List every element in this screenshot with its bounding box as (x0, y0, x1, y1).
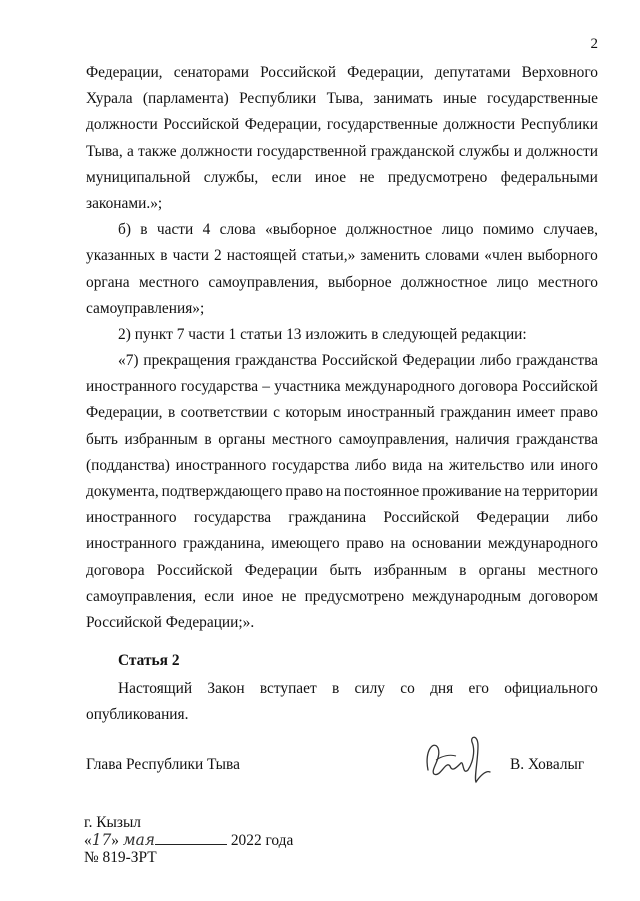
word: 2 (214, 247, 222, 265)
word: «7) (118, 352, 139, 370)
date-month-handwritten: мая (122, 831, 155, 849)
date-close-quote: » (111, 832, 119, 849)
word: Федерации, (244, 116, 322, 134)
word: право (285, 483, 323, 500)
word: на (390, 535, 406, 553)
date-day-handwritten: 17 (91, 831, 112, 849)
word: а (126, 142, 134, 160)
signing-date (84, 830, 293, 850)
date-open-quote: « (84, 832, 92, 849)
word: основании (411, 535, 482, 553)
word: законами.»; (86, 194, 163, 212)
word: статьи (240, 325, 283, 343)
word: иностранного (86, 378, 177, 396)
word: редакции: (461, 325, 527, 343)
word: со (400, 680, 415, 697)
word: договором (529, 587, 598, 605)
word: имеет (516, 404, 555, 422)
word: пункт (134, 325, 173, 343)
word: занимать (373, 90, 433, 108)
word: 7 (176, 325, 185, 343)
word: федеральными (500, 168, 598, 186)
word: местного (271, 430, 333, 448)
word: Российской (163, 116, 240, 134)
word: выборное (327, 273, 392, 291)
word: Российской (156, 561, 233, 579)
word: 4 (202, 221, 211, 239)
word: документа, (86, 483, 159, 500)
text-line (86, 112, 598, 138)
word: Российской (522, 378, 598, 396)
word: Федерации (402, 352, 476, 370)
word: Республики (520, 116, 598, 134)
word: в (167, 404, 176, 422)
word: должностное (345, 221, 433, 239)
word: в (371, 325, 379, 343)
word: гражданской (370, 142, 455, 160)
article-title: Статья 2 (118, 652, 180, 669)
text-line (86, 584, 598, 610)
word: его (468, 680, 489, 697)
word: части (172, 247, 209, 265)
text-line (86, 243, 598, 269)
word: следующей (382, 325, 458, 343)
word: службы (458, 142, 510, 160)
text-line (86, 191, 598, 217)
word: местного (537, 273, 598, 291)
word: выборного (527, 247, 598, 265)
word: должности (180, 142, 253, 160)
word: гражданства (235, 352, 317, 370)
word: местного (537, 561, 598, 579)
word: слова (219, 221, 256, 239)
word: Российской (383, 509, 460, 527)
word: указанных (86, 247, 156, 265)
word: помимо (482, 221, 534, 239)
word: настоящей (226, 247, 297, 265)
word: Федерации;». (165, 613, 255, 631)
word: также (138, 142, 177, 160)
word: на (428, 456, 444, 474)
word: сенаторами (173, 64, 249, 81)
word: иностранного (86, 509, 177, 527)
word: которым (285, 404, 342, 422)
city-label: г. Кызыл (84, 814, 141, 831)
law-number: № 819-ЗРТ (84, 849, 157, 866)
text-line (86, 296, 598, 322)
word: случаев, (543, 221, 598, 239)
word: Настоящий (118, 680, 193, 697)
paragraph (86, 217, 598, 322)
word: части (156, 221, 194, 239)
word: постоянное (343, 483, 420, 500)
word: службы, (203, 168, 259, 186)
text-line (86, 453, 598, 479)
word: вида (392, 456, 423, 474)
word: гражданин (440, 404, 512, 422)
word: иные (443, 90, 477, 108)
word: официального (504, 680, 598, 697)
word: предусмотрено (387, 168, 488, 186)
word: дня (430, 680, 454, 697)
word: соответствии (180, 404, 268, 422)
word: на (504, 483, 520, 500)
word: договора (459, 378, 518, 396)
paragraph (86, 322, 598, 348)
word: на (325, 483, 341, 500)
text-line (86, 558, 598, 584)
text-line (86, 270, 598, 296)
word: территории (522, 483, 598, 500)
word: «член (484, 247, 523, 265)
word: государства (193, 509, 272, 527)
word: лицо (441, 221, 474, 239)
word: Федерации (244, 561, 318, 579)
word: должности (443, 116, 516, 134)
word: Российской (86, 613, 162, 631)
date-year: 2022 года (230, 832, 294, 849)
word: статьи,» (301, 247, 356, 265)
word: избранным (373, 561, 447, 579)
text-line (86, 60, 598, 86)
word: Федерации (476, 509, 550, 527)
word: должности (86, 116, 158, 134)
text-line (86, 676, 598, 702)
word: договора (86, 561, 145, 579)
text-line (86, 610, 598, 636)
text-line (86, 702, 598, 728)
word: Тыва, (326, 90, 364, 108)
word: гражданства (516, 430, 598, 448)
word: иного (560, 456, 598, 474)
text-line (86, 217, 598, 243)
word: если (204, 587, 235, 605)
word: самоуправления, (208, 273, 319, 291)
word: быть (86, 430, 118, 448)
text-line (86, 400, 598, 426)
word: подтверждающего (161, 483, 283, 500)
word: или (530, 456, 555, 474)
word: Федерации, (347, 64, 424, 81)
word: вступает (259, 680, 317, 697)
word: не (281, 587, 297, 605)
word: депутатами (434, 64, 511, 81)
word: государства (272, 456, 350, 474)
word: государственной (256, 142, 367, 160)
word: либо (354, 456, 387, 474)
word: самоуправления, (338, 430, 449, 448)
word: право (560, 404, 598, 422)
word: органы (478, 561, 526, 579)
word: органа (86, 273, 130, 291)
word: проживание (422, 483, 502, 500)
word: самоуправления»; (86, 299, 205, 317)
word: иностранного (86, 535, 177, 553)
word: прекращения (143, 352, 231, 370)
word: 1 (228, 325, 237, 343)
word: государственные (326, 116, 438, 134)
word: Хурала (86, 90, 133, 108)
text-line (86, 505, 598, 531)
word: в (204, 430, 212, 448)
word: изложить (305, 325, 368, 343)
word: международного (344, 378, 456, 396)
paragraph (86, 348, 598, 636)
word: в (160, 247, 168, 265)
text-line (86, 427, 598, 453)
word: должности (526, 142, 598, 160)
word: иное (242, 587, 274, 605)
word: Тыва, (86, 142, 123, 160)
signatory-name: В. Ховалыг (510, 756, 585, 773)
word: местного (138, 273, 200, 291)
word: заменить (360, 247, 421, 265)
word: либо (566, 509, 598, 527)
word: с (273, 404, 280, 422)
word: 2) (118, 325, 131, 343)
word: и (513, 142, 522, 160)
word: Закон (207, 680, 245, 697)
word: должностное (400, 273, 488, 291)
word: Федерации, (86, 404, 163, 422)
text-line (86, 86, 598, 112)
word: (парламента) (142, 90, 229, 108)
signatory-position: Глава Республики Тыва (86, 756, 240, 773)
word: словами (425, 247, 480, 265)
word: имеющего (271, 535, 340, 553)
text-line (86, 322, 598, 348)
word: муниципальной (86, 168, 191, 186)
word: государства (180, 378, 259, 396)
word: части (188, 325, 225, 343)
paragraph (86, 60, 598, 217)
word: предусмотрено (304, 587, 405, 605)
word: иностранного (175, 456, 267, 474)
word: гражданства (516, 352, 598, 370)
word: лицо (496, 273, 529, 291)
word: Верховного (521, 64, 598, 81)
word: международным (412, 587, 522, 605)
word: международного (487, 535, 598, 553)
text-line (86, 165, 598, 191)
word: гражданина (288, 509, 367, 527)
word: в (459, 561, 467, 579)
word: избранным (124, 430, 198, 448)
word: в (140, 221, 148, 239)
text-line (86, 139, 598, 165)
body-text (86, 60, 598, 636)
text-line (86, 374, 598, 400)
word: Российской (321, 352, 398, 370)
word: не (359, 168, 375, 186)
text-line (86, 348, 598, 374)
word: если (271, 168, 302, 186)
word: – (262, 378, 270, 396)
word: иностранный (346, 404, 435, 422)
word: государственные (487, 90, 598, 108)
word: самоуправления, (86, 587, 197, 605)
word: либо (479, 352, 512, 370)
word: право (346, 535, 384, 553)
date-underline (155, 830, 227, 845)
text-line (86, 479, 598, 505)
word: жительство (448, 456, 525, 474)
article-text (86, 676, 598, 728)
word: 13 (286, 325, 302, 343)
page-number: 2 (590, 36, 598, 52)
word: Федерации, (86, 64, 163, 81)
word: (подданства) (86, 456, 170, 474)
word: иное (314, 168, 347, 186)
word: наличия (455, 430, 510, 448)
word: участника (274, 378, 341, 396)
word: опубликования. (86, 706, 189, 724)
word: б) (118, 221, 131, 239)
word: быть (329, 561, 362, 579)
word: Российской (260, 64, 336, 81)
text-line (86, 531, 598, 557)
word: органы (218, 430, 266, 448)
word: силу (354, 680, 385, 697)
word: в (331, 680, 340, 697)
word: «выборное (265, 221, 337, 239)
word: Республики (239, 90, 317, 108)
handwritten-signature (420, 730, 495, 790)
word: гражданина, (183, 535, 265, 553)
